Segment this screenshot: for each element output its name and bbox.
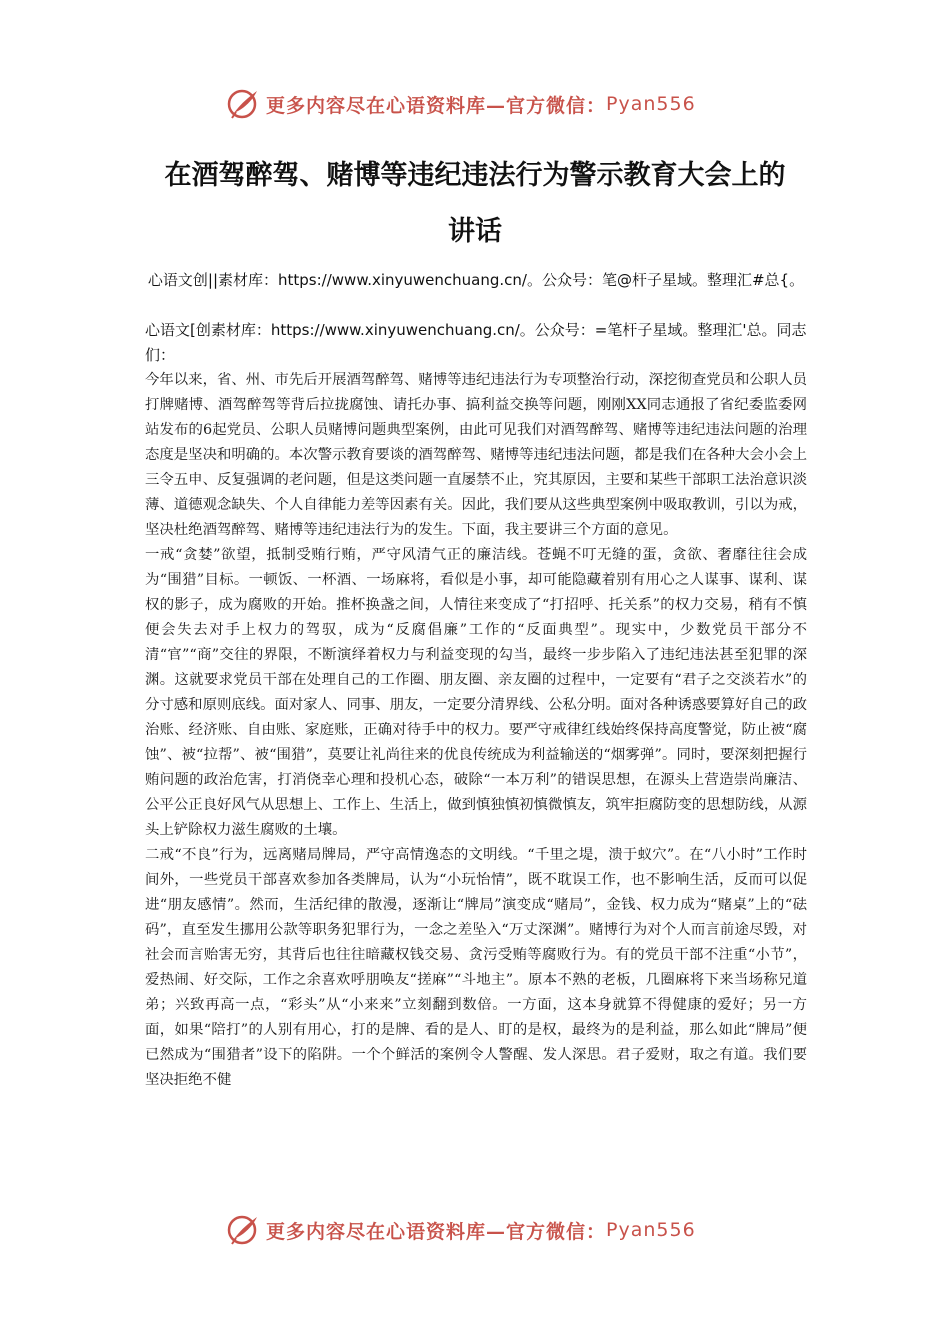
paragraph-section-1: 一戒“贪婪”欲望，抵制受贿行贿，严守风清气正的廉洁线。苍蝇不叮无缝的蛋，贪欲、奢靡往往会成为“围猎”目标。一顿饭、一杯酒、一场麻将，看似是小事，却可能隐藏着别有用心之人谋事、谋利、谋权的影子，成为腐败的开始。推杯换盏之间，人情往来变成了“打招呼、托关系”的权力交易，稍有不慎便会失去对手上权力的驾驭，成为“反腐倡廉”工作的“反面典型”。现实中，少数党员干部分不清“官”“商”交往的界限，不断演绎着权力与利益变现的勾当，最终一步步陷入了违纪违法甚至犯罪的深渊。这就要求党员干部在处理自己的工作圈、朋友圈、亲友圈的过程中，一定要有“君子之交淡若水”的分寸感和原则底线。面对家人、同事、朋友，一定要分清界线、公私分明。面对各种诱惑要算好自己的政治账、经济账、自由账、家庭账，正确对待手中的权力。要严守戒律红线始终保持高度警觉，防止被“腐蚀”、被“拉帮”、被“围猎”，莫要让礼尚往来的优良传统成为利益输送的“烟雾弹”。同时，要深刻把握行贿问题的政治危害，打消侥幸心理和投机心态，破除“一本万利”的错误思想，在源头上营造崇尚廉洁、公平公正良好风气从思想上、工作上、生活上，做到慎独慎初慎微慎友，筑牢拒腐防变的思想防线，从源头上铲除权力滋生腐败的土壤。 [145,547,807,838]
title-line-2: 讲话 [448,216,502,247]
source-note-1: 心语文创||素材库：https://www.xinyuwenchuang.cn/。公众号：笔@杆子星域。整理汇#总{。 [147,271,805,289]
banner-wechat-id: Pyan556 [606,1219,696,1241]
banner-text: 更多内容尽在心语资料库—官方微信： [266,94,607,117]
quill-logo-icon [226,1213,260,1247]
document-body [145,368,807,1093]
paragraph-intro: 今年以来，省、州、市先后开展酒驾醉驾、赌博等违纪违法行为专项整治行动，深挖彻查党员和公职人员打牌赌博、酒驾醉驾等背后拉拢腐蚀、请托办事、搞利益交换等问题，刚刚XX同志通报了省纪委监委网站发布的6起党员、公职人员赌博问题典型案例，由此可见我们对酒驾醉驾、赌博等违纪违法问题的治理态度是坚决和明确的。本次警示教育要谈的酒驾醉驾、赌博等违纪违法问题，都是我们在各种大会小会上三令五申、反复强调的老问题，但是这类问题一直屡禁不止，究其原因，主要和某些干部职工法治意识淡薄、道德观念缺失、个人自律能力差等因素有关。因此，我们要从这些典型案例中吸取教训，引以为戒，坚决杜绝酒驾醉驾、赌博等违纪违法行为的发生。下面，我主要讲三个方面的意见。 [145,372,807,538]
document-title [120,148,830,260]
quill-logo-icon [226,87,260,121]
title-line-1: 在酒驾醉驾、赌博等违纪违法行为警示教育大会上的 [164,160,786,191]
header-watermark-banner [226,82,726,126]
footer-watermark-banner [226,1208,726,1252]
banner-text: 更多内容尽在心语资料库—官方微信： [266,1220,607,1243]
banner-wechat-id: Pyan556 [606,93,696,115]
source-note-2: 心语文[创素材库：https://www.xinyuwenchuang.cn/。公众号：=笔杆子星域。整理汇'总。同志们： [145,321,807,364]
paragraph-section-2: 二戒“不良”行为，远离赌局牌局，严守高情逸态的文明线。“千里之堤，溃于蚁穴”。在“八小时”工作时间外，一些党员干部喜欢参加各类牌局，认为“小玩怡情”，既不耽误工作，也不影响生活，反而可以促进“朋友感情”。然而，生活纪律的散漫，逐渐让“牌局”演变成“赌局”，金钱、权力成为“赌桌”上的“砝码”，直至发生挪用公款等职务犯罪行为，一念之差坠入“万丈深渊”。赌博行为对个人而言前途尽毁，对社会而言贻害无穷，其背后也往往暗藏权钱交易、贪污受贿等腐败行为。有的党员干部不注重“小节”，爱热闹、好交际，工作之余喜欢呼朋唤友“搓麻”“斗地主”。原本不熟的老板，几圈麻将下来当场称兄道弟；兴致再高一点，“彩头”从“小来来”立刻翻到数倍。一方面，这本身就算不得健康的爱好；另一方面，如果“陪打”的人别有用心，打的是牌、看的是人、盯的是权，最终为的是利益，那么如此“牌局”便已然成为“围猎者”设下的陷阱。一个个鲜活的案例令人警醒、发人深思。君子爱财，取之有道。我们要坚决拒绝不健 [145,847,807,1088]
